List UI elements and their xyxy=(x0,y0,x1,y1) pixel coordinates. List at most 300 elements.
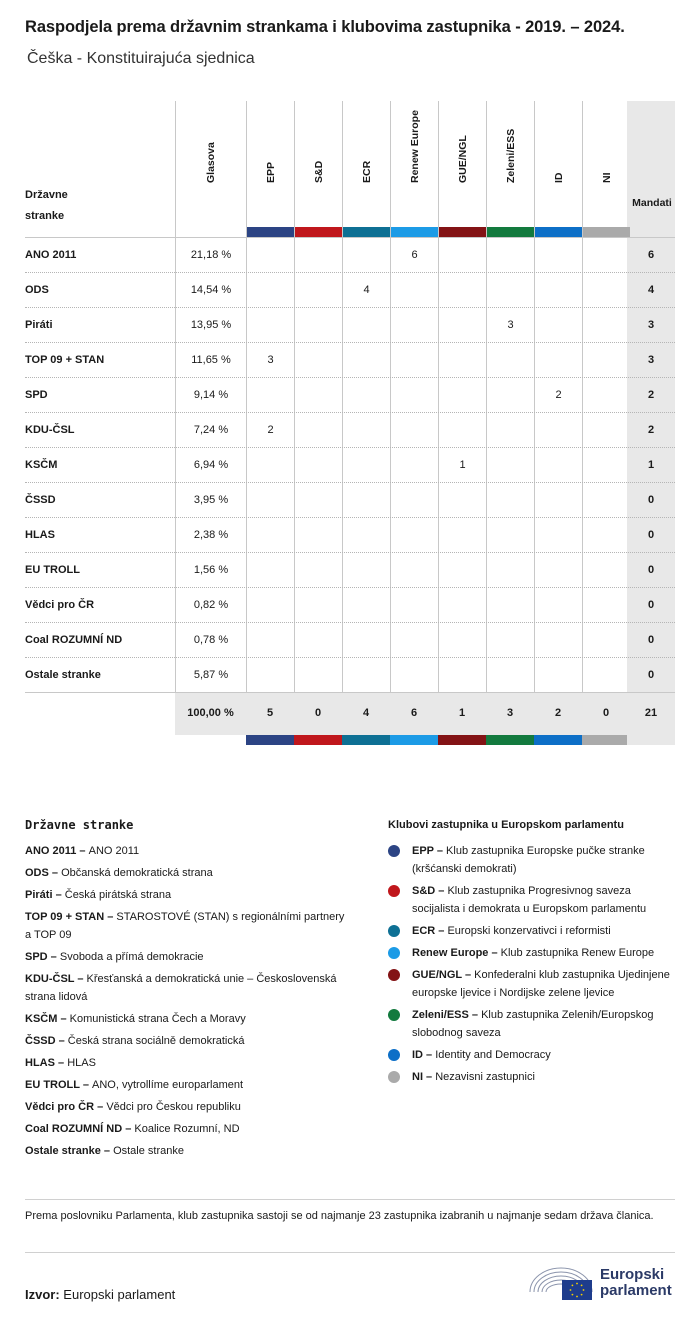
separator: – xyxy=(468,1009,482,1021)
votes-column-header xyxy=(175,101,246,237)
group-seat-count xyxy=(294,413,342,448)
group-seat-count xyxy=(582,518,630,553)
separator: – xyxy=(423,1071,436,1083)
group-column-header xyxy=(390,101,438,237)
group-full-name: Klub zastupnika Renew Europe xyxy=(500,947,655,959)
party-legend-item xyxy=(25,1098,345,1116)
group-seat-count xyxy=(246,623,294,658)
group-seat-count xyxy=(534,658,582,693)
party-name: SPD xyxy=(25,389,48,401)
totals-row xyxy=(25,692,675,744)
group-seat-count xyxy=(294,623,342,658)
group-seat-count xyxy=(342,588,390,623)
group-color-bar xyxy=(438,735,486,745)
group-seat-count xyxy=(534,413,582,448)
table-header xyxy=(25,101,675,237)
group-color-dot-icon xyxy=(388,1049,400,1061)
page-title: Raspodjela prema državnim strankama i klubovima zastupnika - 2019. – 2024. xyxy=(25,18,625,36)
party-legend-item xyxy=(25,908,345,944)
party-legend-item xyxy=(25,864,345,882)
group-seat-count xyxy=(294,343,342,378)
separator: – xyxy=(433,845,447,857)
group-seat-count xyxy=(438,588,486,623)
group-seat-count xyxy=(486,518,534,553)
table-row xyxy=(25,412,675,447)
total-group-seats: 0 xyxy=(294,693,342,735)
parliament-hemicycle-icon xyxy=(528,1262,594,1302)
group-seat-count xyxy=(390,308,438,343)
group-seat-count: 2 xyxy=(534,378,582,413)
group-legend-item xyxy=(388,1006,678,1042)
group-seat-count xyxy=(486,588,534,623)
party-abbr: KDU-ČSL xyxy=(25,973,75,985)
party-name: Coal ROZUMNÍ ND xyxy=(25,634,123,646)
group-seat-count xyxy=(534,518,582,553)
group-seat-count xyxy=(294,238,342,273)
group-seat-count xyxy=(582,343,630,378)
vote-share: 5,87 % xyxy=(175,658,246,693)
group-column-header xyxy=(438,101,486,237)
group-seat-count xyxy=(390,518,438,553)
separator: – xyxy=(104,911,117,923)
group-seat-count xyxy=(486,448,534,483)
group-legend-item xyxy=(388,944,678,962)
group-header-label: Zeleni/ESS xyxy=(504,128,517,183)
group-seat-count xyxy=(486,623,534,658)
party-full-name: HLAS xyxy=(67,1057,96,1069)
vote-share: 7,24 % xyxy=(175,413,246,448)
separator: – xyxy=(435,925,448,937)
separator: – xyxy=(461,969,475,981)
mandate-count: 0 xyxy=(627,518,675,553)
group-abbr: S&D xyxy=(412,885,436,897)
group-color-bar xyxy=(583,227,630,237)
vote-share: 0,78 % xyxy=(175,623,246,658)
group-color-dot-icon xyxy=(388,845,400,857)
group-seat-count: 3 xyxy=(246,343,294,378)
group-column-header xyxy=(342,101,390,237)
table-row xyxy=(25,377,675,412)
party-name: EU TROLL xyxy=(25,564,80,576)
separator: – xyxy=(74,973,87,985)
party-abbr: ČSSD xyxy=(25,1035,56,1047)
group-seat-count xyxy=(486,553,534,588)
party-legend-item xyxy=(25,886,345,904)
group-color-bar xyxy=(487,227,534,237)
group-color-bar xyxy=(247,227,294,237)
group-seat-count xyxy=(294,483,342,518)
group-header-label: S&D xyxy=(312,160,325,183)
group-legend-item xyxy=(388,1068,678,1086)
group-seat-count xyxy=(390,483,438,518)
vote-share: 21,18 % xyxy=(175,238,246,273)
group-seat-count xyxy=(582,378,630,413)
group-header-label: ECR xyxy=(360,160,373,183)
mandate-count: 0 xyxy=(627,553,675,588)
group-seat-count xyxy=(246,518,294,553)
logo-wordmark xyxy=(600,1267,672,1299)
source-line xyxy=(25,1287,175,1302)
group-seat-count xyxy=(438,658,486,693)
party-full-name: Komunistická strana Čech a Moravy xyxy=(69,1013,246,1025)
party-full-name: Ostale stranke xyxy=(113,1145,184,1157)
group-seat-count xyxy=(438,623,486,658)
party-legend xyxy=(25,816,345,1164)
party-column-header: Državne stranke xyxy=(25,189,68,222)
group-seat-count xyxy=(390,658,438,693)
group-color-dot-icon xyxy=(388,1009,400,1021)
table-row xyxy=(25,482,675,517)
group-seat-count xyxy=(390,623,438,658)
group-seat-count xyxy=(438,413,486,448)
group-full-name: Klub zastupnika Europske pučke stranke (kršćanski demokrati) xyxy=(412,845,645,875)
group-seat-count xyxy=(486,378,534,413)
group-seat-count xyxy=(534,553,582,588)
page-subtitle: Češka - Konstituirajuća sjednica xyxy=(27,50,255,67)
group-seat-count xyxy=(534,343,582,378)
group-seat-count xyxy=(342,658,390,693)
group-color-bar xyxy=(391,227,438,237)
group-seat-count xyxy=(582,553,630,588)
total-group-seats: 0 xyxy=(582,693,630,735)
mandates-column-header xyxy=(627,101,675,237)
group-seat-count xyxy=(582,413,630,448)
party-legend-item xyxy=(25,970,345,1006)
european-parliament-logo xyxy=(528,1262,678,1302)
party-full-name: Koalice Rozumní, ND xyxy=(134,1123,240,1135)
vote-share: 1,56 % xyxy=(175,553,246,588)
group-seat-count xyxy=(390,588,438,623)
group-seat-count: 4 xyxy=(342,273,390,308)
group-seat-count xyxy=(294,448,342,483)
group-seat-count xyxy=(582,658,630,693)
group-seat-count xyxy=(246,483,294,518)
party-legend-item xyxy=(25,948,345,966)
group-seat-count xyxy=(342,623,390,658)
group-header-label: EPP xyxy=(264,161,277,183)
group-abbr: Renew Europe xyxy=(412,947,489,959)
group-seat-count xyxy=(534,483,582,518)
group-seat-count xyxy=(438,378,486,413)
table-row xyxy=(25,272,675,307)
group-abbr: NI xyxy=(412,1071,423,1083)
table-row xyxy=(25,587,675,622)
total-mandates: 21 xyxy=(627,693,675,745)
footnote: Prema poslovniku Parlamenta, klub zastupnika sastoji se od najmanje 23 zastupnika izabranih u najmanje sedam država članica. xyxy=(25,1210,654,1222)
separator: – xyxy=(57,1013,70,1025)
group-seat-count xyxy=(246,238,294,273)
group-color-dot-icon xyxy=(388,925,400,937)
group-seat-count xyxy=(342,308,390,343)
group-color-dot-icon xyxy=(388,969,400,981)
group-seat-count xyxy=(438,343,486,378)
group-header-label: Renew Europe xyxy=(408,110,421,183)
group-seat-count xyxy=(342,238,390,273)
group-legend-item xyxy=(388,1046,678,1064)
group-column-header xyxy=(246,101,294,237)
party-abbr: TOP 09 + STAN xyxy=(25,911,105,923)
total-group-seats: 1 xyxy=(438,693,486,735)
group-header-label: ID xyxy=(552,172,565,183)
party-abbr: Piráti xyxy=(25,889,53,901)
party-legend-item xyxy=(25,1010,345,1028)
party-name: ANO 2011 xyxy=(25,249,77,261)
group-full-name: Europski konzervativci i reformisti xyxy=(447,925,611,937)
party-name: HLAS xyxy=(25,529,55,541)
group-seat-count xyxy=(534,273,582,308)
party-name: ČSSD xyxy=(25,494,56,506)
group-seat-count xyxy=(582,273,630,308)
group-legend xyxy=(388,816,678,1090)
table-row xyxy=(25,622,675,657)
group-color-bar xyxy=(343,227,390,237)
total-votes: 100,00 % xyxy=(175,693,246,735)
group-seat-count xyxy=(246,588,294,623)
group-seat-count xyxy=(486,238,534,273)
party-full-name: Česká pirátská strana xyxy=(64,889,172,901)
group-color-bar xyxy=(342,735,390,745)
group-seat-count xyxy=(390,343,438,378)
group-seat-count xyxy=(534,588,582,623)
vote-share: 6,94 % xyxy=(175,448,246,483)
group-full-name: Konfederalni klub zastupnika Ujedinjene europske ljevice i Nordijske zelene ljevice xyxy=(412,969,670,999)
group-header-label: GUE/NGL xyxy=(456,135,469,183)
group-seat-count xyxy=(342,483,390,518)
group-seat-count xyxy=(582,623,630,658)
group-full-name: Identity and Democracy xyxy=(435,1049,551,1061)
group-seat-count xyxy=(294,518,342,553)
party-legend-item xyxy=(25,842,345,860)
mandate-count: 2 xyxy=(627,378,675,413)
group-seat-count xyxy=(246,378,294,413)
party-abbr: EU TROLL xyxy=(25,1079,80,1091)
party-legend-item xyxy=(25,1032,345,1050)
table-row xyxy=(25,342,675,377)
group-seat-count xyxy=(534,448,582,483)
group-color-bar xyxy=(534,735,582,745)
group-seat-count xyxy=(390,413,438,448)
mandate-count: 4 xyxy=(627,273,675,308)
votes-header-label: Glasova xyxy=(205,142,217,183)
table-row xyxy=(25,307,675,342)
party-legend-item xyxy=(25,1142,345,1160)
group-color-dot-icon xyxy=(388,885,400,897)
group-seat-count xyxy=(486,273,534,308)
group-abbr: EPP xyxy=(412,845,434,857)
vote-share: 13,95 % xyxy=(175,308,246,343)
group-seat-count xyxy=(246,273,294,308)
group-seat-count xyxy=(246,308,294,343)
group-seat-count xyxy=(390,273,438,308)
group-color-bar xyxy=(295,227,342,237)
table-row xyxy=(25,657,675,692)
group-seat-count: 2 xyxy=(246,413,294,448)
mandate-count: 0 xyxy=(627,658,675,693)
group-seat-count xyxy=(342,448,390,483)
separator: – xyxy=(94,1101,107,1113)
party-abbr: Vědci pro ČR xyxy=(25,1101,95,1113)
vote-share: 2,38 % xyxy=(175,518,246,553)
group-color-bar xyxy=(390,735,438,745)
separator: – xyxy=(52,889,65,901)
party-abbr: ANO 2011 xyxy=(25,845,77,857)
group-seat-count xyxy=(534,623,582,658)
party-full-name: Občanská demokratická strana xyxy=(61,867,213,879)
group-seat-count xyxy=(294,553,342,588)
mandate-count: 0 xyxy=(627,588,675,623)
group-legend-item xyxy=(388,882,678,918)
group-seat-count xyxy=(342,413,390,448)
group-color-bar xyxy=(535,227,582,237)
group-seat-count xyxy=(486,483,534,518)
group-header-label: NI xyxy=(600,172,613,183)
vote-share: 14,54 % xyxy=(175,273,246,308)
group-full-name: Klub zastupnika Zelenih/Europskog slobodnog saveza xyxy=(412,1009,654,1039)
party-full-name: Česká strana sociálně demokratická xyxy=(67,1035,245,1047)
separator: – xyxy=(423,1049,436,1061)
group-seat-count xyxy=(534,238,582,273)
group-full-name: Klub zastupnika Progresivnog saveza socijalista i demokrata u Europskom parlamentu xyxy=(412,885,647,915)
separator: – xyxy=(54,1057,68,1069)
party-abbr: KSČM xyxy=(25,1013,58,1025)
group-color-dot-icon xyxy=(388,1071,400,1083)
group-color-dot-icon xyxy=(388,947,400,959)
table-row xyxy=(25,447,675,482)
group-seat-count xyxy=(438,518,486,553)
mandates-header-label: Mandati xyxy=(632,197,672,209)
total-group-seats: 6 xyxy=(390,693,438,735)
divider xyxy=(25,1199,675,1200)
separator: – xyxy=(48,867,62,879)
group-seat-count: 1 xyxy=(438,448,486,483)
group-seat-count: 3 xyxy=(486,308,534,343)
group-seat-count xyxy=(246,448,294,483)
group-column-header xyxy=(534,101,582,237)
group-full-name: Nezavisni zastupnici xyxy=(435,1071,535,1083)
group-legend-item xyxy=(388,966,678,1002)
vote-share: 9,14 % xyxy=(175,378,246,413)
party-abbr: SPD xyxy=(25,951,48,963)
group-seat-count xyxy=(582,238,630,273)
separator: – xyxy=(76,845,89,857)
party-abbr: Coal ROZUMNÍ ND xyxy=(25,1123,123,1135)
group-seat-count xyxy=(582,308,630,343)
group-color-bar xyxy=(246,735,294,745)
mandate-count: 0 xyxy=(627,483,675,518)
party-name: TOP 09 + STAN xyxy=(25,354,105,366)
group-seat-count xyxy=(438,308,486,343)
party-legend-item xyxy=(25,1076,345,1094)
mandate-count: 0 xyxy=(627,623,675,658)
group-seat-count xyxy=(246,553,294,588)
source-value: Europski parlament xyxy=(63,1287,176,1302)
group-seat-count xyxy=(582,448,630,483)
group-seat-count xyxy=(390,448,438,483)
table-row xyxy=(25,517,675,552)
group-seat-count: 6 xyxy=(390,238,438,273)
group-seat-count xyxy=(486,658,534,693)
group-seat-count xyxy=(294,273,342,308)
party-name: Piráti xyxy=(25,319,53,331)
group-legend-title: Klubovi zastupnika u Europskom parlamentu xyxy=(388,819,624,831)
group-seat-count xyxy=(294,588,342,623)
separator: – xyxy=(55,1035,68,1047)
group-legend-item xyxy=(388,922,678,940)
group-seat-count xyxy=(438,483,486,518)
table-row xyxy=(25,237,675,272)
group-seat-count xyxy=(342,553,390,588)
mandate-count: 3 xyxy=(627,308,675,343)
group-column-header xyxy=(294,101,342,237)
total-group-seats: 5 xyxy=(246,693,294,735)
separator: – xyxy=(100,1145,114,1157)
total-group-seats: 3 xyxy=(486,693,534,735)
vote-share: 3,95 % xyxy=(175,483,246,518)
total-group-seats: 2 xyxy=(534,693,582,735)
group-color-bar xyxy=(582,735,630,745)
separator: – xyxy=(47,951,60,963)
party-full-name: ANO 2011 xyxy=(88,845,140,857)
results-table xyxy=(25,101,675,744)
group-seat-count xyxy=(342,378,390,413)
group-column-header xyxy=(486,101,534,237)
party-name: Vědci pro ČR xyxy=(25,599,95,611)
group-seat-count xyxy=(294,308,342,343)
mandate-count: 3 xyxy=(627,343,675,378)
group-color-bar xyxy=(439,227,486,237)
group-seat-count xyxy=(390,553,438,588)
group-seat-count xyxy=(486,413,534,448)
mandate-count: 2 xyxy=(627,413,675,448)
party-legend-item xyxy=(25,1054,345,1072)
party-abbr: HLAS xyxy=(25,1057,55,1069)
source-label: Izvor: xyxy=(25,1287,60,1302)
group-abbr: Zeleni/ESS xyxy=(412,1009,469,1021)
party-name: KSČM xyxy=(25,459,58,471)
separator: – xyxy=(79,1079,93,1091)
party-name: Ostale stranke xyxy=(25,669,101,681)
vote-share: 11,65 % xyxy=(175,343,246,378)
group-seat-count xyxy=(438,238,486,273)
group-abbr: GUE/NGL xyxy=(412,969,462,981)
group-seat-count xyxy=(582,588,630,623)
party-name: ODS xyxy=(25,284,49,296)
group-seat-count xyxy=(342,343,390,378)
group-seat-count xyxy=(438,553,486,588)
group-legend-item xyxy=(388,842,678,878)
separator: – xyxy=(488,947,501,959)
total-group-seats: 4 xyxy=(342,693,390,735)
group-seat-count xyxy=(582,483,630,518)
group-seat-count xyxy=(438,273,486,308)
logo-line-1: Europski xyxy=(600,1266,665,1283)
separator: – xyxy=(122,1123,135,1135)
party-legend-title: Državne stranke xyxy=(25,818,134,832)
party-full-name: Křesťanská a demokratická unie – Československá strana lidová xyxy=(25,973,337,1003)
group-seat-count xyxy=(246,658,294,693)
group-seat-count xyxy=(534,308,582,343)
party-full-name: Svoboda a přímá demokracie xyxy=(59,951,204,963)
party-full-name: Vědci pro Českou republiku xyxy=(106,1101,241,1113)
party-legend-item xyxy=(25,1120,345,1138)
group-color-bar xyxy=(486,735,534,745)
mandate-count: 1 xyxy=(627,448,675,483)
party-name: KDU-ČSL xyxy=(25,424,75,436)
group-seat-count xyxy=(486,343,534,378)
group-abbr: ECR xyxy=(412,925,436,937)
group-color-bar xyxy=(294,735,342,745)
party-full-name: STAROSTOVÉ (STAN) s regionálními partnery a TOP 09 xyxy=(25,911,345,941)
